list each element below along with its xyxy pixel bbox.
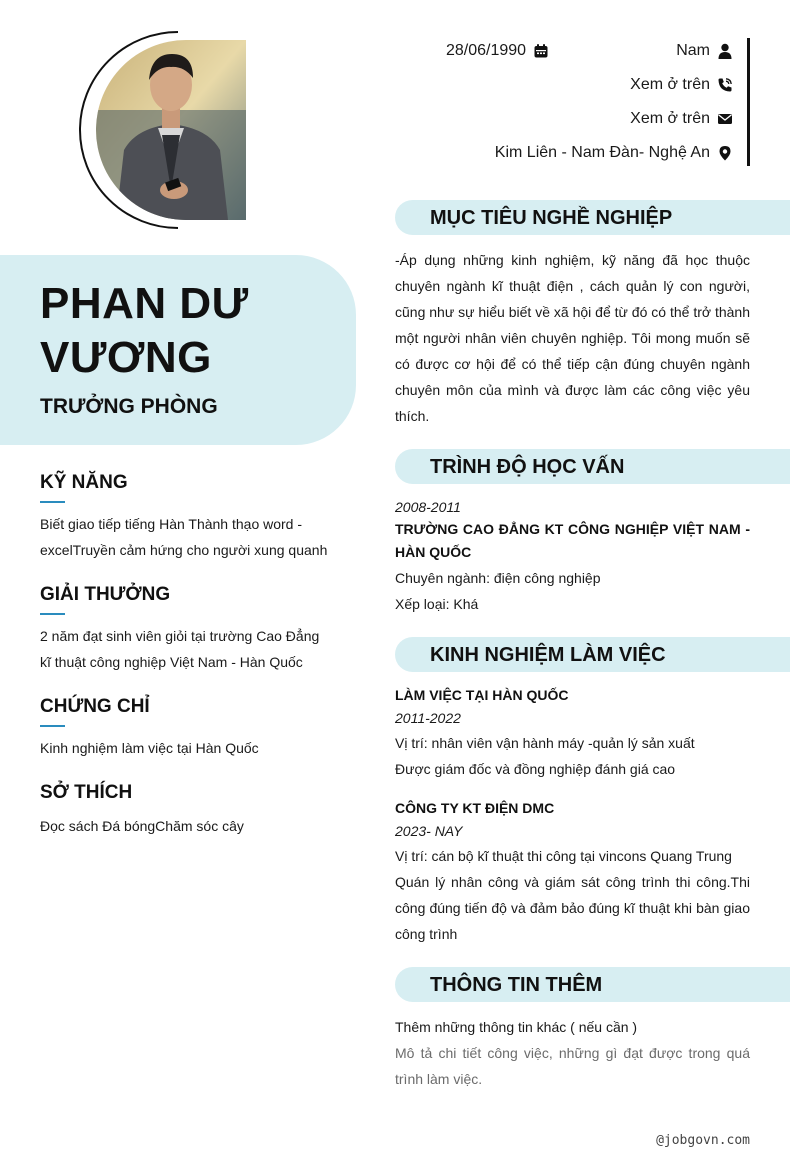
objective-text: -Áp dụng những kinh nghiệm, kỹ năng đã học thuộc chuyên ngành kĩ thuật điện , cách quản lý con người, cũng như sự hiểu biết về xã hội để từ đó có thể trở thành một người nhân viên chuyên nghiệp. Tôi mong muốn sẽ có được cơ hội để có thể tiếp cận đúng chuyên ngành chuyên môn của mình và được làm các công việc yêu thích. [395, 252, 750, 424]
gender-text: Nam [676, 42, 710, 59]
envelope-icon [717, 111, 733, 127]
address-item [495, 144, 733, 162]
hobbies-heading: SỞ THÍCH [40, 782, 133, 803]
job-title: TRƯỞNG PHÒNG [40, 395, 218, 418]
email-text: Xem ở trên [630, 110, 710, 127]
contact-info [390, 38, 750, 166]
extra-info-line: Thêm những thông tin khác ( nếu cần ) [395, 1019, 638, 1035]
avatar [78, 30, 278, 230]
education-heading: TRÌNH ĐỘ HỌC VẤN [430, 456, 625, 478]
footer-watermark: @jobgovn.com [656, 1133, 750, 1148]
name-block [0, 255, 356, 445]
education-major: Chuyên ngành: điện công nghiệp [395, 570, 601, 586]
full-name-line2: VƯƠNG [40, 333, 212, 382]
education-grade: Xếp loại: Khá [395, 596, 479, 612]
extra-info-description: Mô tả chi tiết công việc, những gì đạt được trong quá trình làm việc. [395, 1045, 750, 1087]
job-period: 2023- NAY [395, 823, 463, 839]
calendar-icon [533, 43, 549, 59]
education-header [395, 449, 790, 484]
certificates-section [40, 695, 330, 761]
full-name-line1: PHAN DƯ [40, 279, 249, 328]
heading-underline [40, 725, 65, 727]
awards-text: 2 năm đạt sinh viên giỏi tại trường Cao Đẳng kĩ thuật công nghiệp Việt Nam - Hàn Quốc [40, 628, 320, 670]
objective-heading: MỤC TIÊU NGHỀ NGHIỆP [430, 207, 673, 229]
email-item [630, 110, 733, 128]
hobbies-section [40, 781, 330, 839]
birthday-item [446, 42, 549, 60]
awards-section [40, 583, 330, 675]
skills-text: Biết giao tiếp tiếng Hàn Thành thạo word - excelTruyền cảm hứng cho người xung quanh [40, 516, 328, 558]
job-company: LÀM VIỆC TẠI HÀN QUỐC [395, 687, 569, 703]
job-company: CÔNG TY KT ĐIỆN DMC [395, 800, 555, 816]
phone-icon [717, 77, 733, 93]
extra-info-header [395, 967, 790, 1002]
job-detail: Vị trí: cán bộ kĩ thuật thi công tại vincons Quang Trung [395, 848, 732, 864]
heading-underline [40, 501, 65, 503]
heading-underline [40, 613, 65, 615]
user-icon [717, 43, 733, 59]
extra-info-heading: THÔNG TIN THÊM [430, 974, 603, 996]
job-detail: Được giám đốc và đồng nghiệp đánh giá cao [395, 761, 676, 777]
skills-section [40, 471, 330, 563]
education-period: 2008-2011 [395, 499, 461, 515]
certificates-text: Kinh nghiệm làm việc tại Hàn Quốc [40, 740, 259, 756]
objective-header [395, 200, 790, 235]
full-name [40, 277, 249, 385]
job-detail: Quán lý nhân công và giám sát công trình thi công.Thi công đúng tiến độ và đảm bảo đúng kĩ thuật khi bàn giao công trình [395, 874, 750, 942]
birthday-text: 28/06/1990 [446, 42, 527, 59]
hobbies-text: Đọc sách Đá bóngChăm sóc cây [40, 818, 244, 834]
phone-item [630, 76, 733, 94]
certificates-heading: CHỨNG CHỈ [40, 696, 150, 717]
gender-item [676, 42, 733, 60]
awards-heading: GIẢI THƯỞNG [40, 584, 171, 605]
experience-heading: KINH NGHIỆM LÀM VIỆC [430, 644, 666, 666]
address-text: Kim Liên - Nam Đàn- Nghệ An [494, 144, 710, 161]
skills-heading: KỸ NĂNG [40, 472, 128, 493]
phone-text: Xem ở trên [630, 76, 710, 93]
job-period: 2011-2022 [395, 710, 461, 726]
location-pin-icon [717, 145, 733, 161]
experience-header [395, 637, 790, 672]
education-school: TRƯỜNG CAO ĐẲNG KT CÔNG NGHIỆP VIỆT NAM - HÀN QUỐC [395, 521, 750, 560]
job-detail: Vị trí: nhân viên vận hành máy -quản lý sản xuất [395, 735, 695, 751]
